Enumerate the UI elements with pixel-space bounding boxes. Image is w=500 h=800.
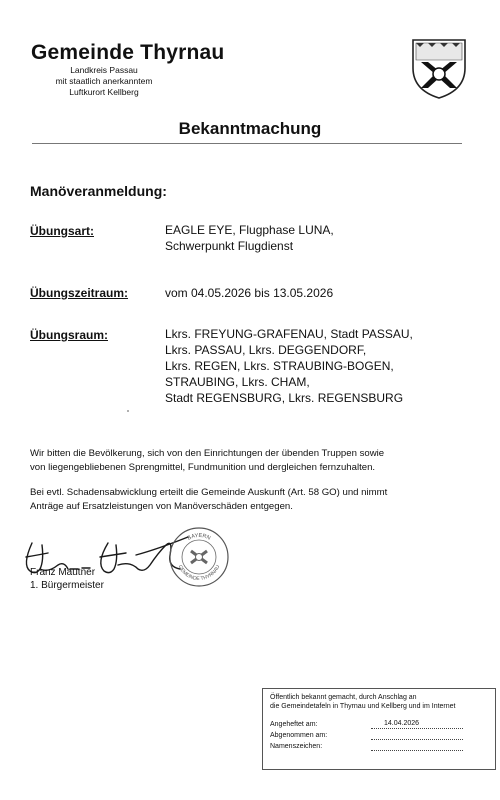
org-subtitle-line: mit staatlich anerkanntem [55, 76, 153, 86]
field-value-line: Lkrs. REGEN, Lkrs. STRAUBING-BOGEN, [165, 359, 394, 373]
org-subtitle-line: Luftkurort Kellberg [69, 87, 139, 97]
field-value-line: Lkrs. FREYUNG-GRAFENAU, Stadt PASSAU, [165, 327, 413, 341]
field-value-line: STRAUBING, Lkrs. CHAM, [165, 375, 310, 389]
field-value-exercise-period [165, 285, 333, 301]
notice-line: Öffentlich bekannt gemacht, durch Anschlag an [270, 694, 417, 701]
paragraph-line: Bei evtl. Schadensabwicklung erteilt die Gemeinde Auskunft (Art. 58 GO) und nimmt [30, 487, 388, 498]
notice-field-label: Abgenommen am: [270, 732, 328, 739]
notice-field-label: Namenszeichen: [270, 743, 323, 750]
notice-field-line [371, 742, 463, 751]
notice-field-line [371, 731, 463, 740]
official-seal-icon [168, 526, 230, 588]
notice-field-label: Angeheftet am: [270, 721, 318, 728]
paragraph-line: Anträge auf Ersatzleistungen von Manöverschäden entgegen. [30, 501, 293, 512]
field-value-exercise-area [165, 326, 413, 406]
stray-mark [127, 410, 129, 412]
paragraph-line: von liegengebliebenen Sprengmittel, Fundmunition und dergleichen fernzuhalten. [30, 462, 376, 473]
title-divider [32, 143, 462, 144]
paragraph-line: Wir bitten die Bevölkerung, sich von den Einrichtungen der übenden Truppen sowie [30, 448, 385, 459]
org-subtitle-line: Landkreis Passau [70, 65, 138, 75]
notice-field-value: 14.04.2026 [384, 720, 420, 727]
signer-name: Franz Mautner [30, 567, 96, 578]
document-title: Bekanntmachung [178, 119, 322, 138]
field-label-exercise-type: Übungsart: [30, 224, 94, 238]
seal-text-top: BAYERN [186, 532, 212, 542]
section-title: Manöveranmeldung: [30, 183, 167, 199]
notice-line: die Gemeindetafeln in Thyrnau und Kellberg und im Internet [270, 703, 456, 710]
field-value-exercise-type [165, 222, 334, 254]
coat-of-arms-icon [411, 38, 467, 100]
field-label-exercise-period: Übungszeitraum: [30, 286, 129, 300]
field-value-line: Lkrs. PASSAU, Lkrs. DEGGENDORF, [165, 343, 367, 357]
org-subtitle [24, 65, 184, 98]
posting-notice-box [262, 688, 496, 770]
field-value-line: Schwerpunkt Flugdienst [165, 239, 294, 253]
field-label-exercise-area: Übungsraum: [30, 328, 108, 342]
paragraph-warning [30, 447, 470, 475]
field-value-line: vom 04.05.2026 bis 13.05.2026 [165, 286, 334, 300]
org-name: Gemeinde Thyrnau [31, 41, 225, 64]
signer-role: 1. Bürgermeister [30, 580, 104, 591]
field-value-line: Stadt REGENSBURG, Lkrs. REGENSBURG [165, 391, 404, 405]
field-value-line: EAGLE EYE, Flugphase LUNA, [165, 223, 334, 237]
paragraph-damages [30, 486, 470, 514]
seal-text-bottom: GEMEINDE THYRNAU [176, 564, 222, 583]
